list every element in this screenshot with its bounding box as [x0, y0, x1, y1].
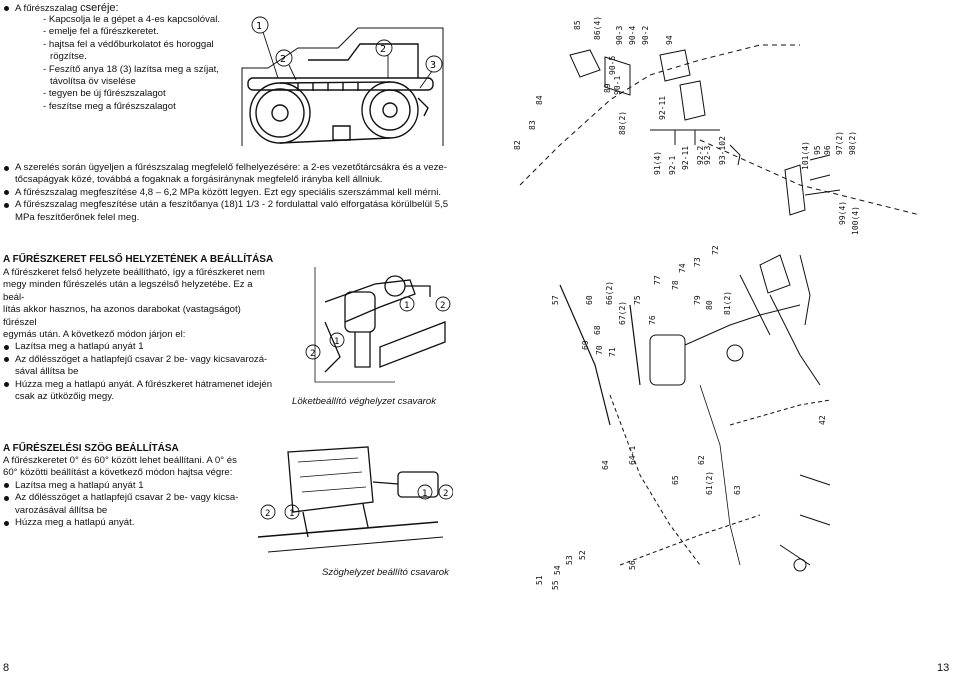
part-label: 97(2)	[835, 130, 844, 155]
figure2-callout: 2	[310, 349, 316, 359]
part-label: 83	[528, 120, 537, 130]
stroke-stop-caption: Löketbeállító véghelyzet csavarok	[292, 396, 436, 407]
part-label: 74	[678, 263, 687, 273]
page-number-right: 13	[937, 662, 950, 674]
part-label: 70	[595, 345, 604, 355]
part-label: 68	[593, 325, 602, 335]
part-label: 86(4)	[593, 15, 602, 40]
part-label: 90-4	[628, 25, 637, 45]
part-label: 56	[628, 560, 637, 570]
part-label: 90-5	[608, 55, 617, 75]
part-label: 79	[693, 295, 702, 305]
figure2-callout: 1	[404, 301, 410, 311]
upper-position-heading: A FŰRÉSZKERET FELSŐ HELYZETÉNEK A BEÁLLÍTÁSA	[3, 254, 274, 265]
step-line: - hajtsa fel a védőburkolatot és horoggal	[43, 38, 214, 50]
part-label: 76	[648, 315, 657, 325]
part-label: 51	[535, 575, 544, 585]
note-item: A fűrészszalag megfeszítése 4,8 – 6,2 MPa között legyen. Ezt egy speciális szerszámmal kell mérni.	[3, 187, 450, 199]
step-line: - Kapcsolja le a gépet a 4-es kapcsolóval.	[43, 14, 221, 25]
part-label: 52	[578, 550, 587, 560]
part-label: 93-102	[718, 136, 727, 165]
band-replacement-steps	[43, 14, 253, 113]
sawing-angle-heading: A FŰRÉSZELÉSI SZÖG BEÁLLÍTÁSA	[3, 443, 179, 454]
figure3-callout: 2	[265, 509, 271, 519]
part-label: 75	[633, 295, 642, 305]
part-label: 66(2)	[605, 280, 614, 305]
part-label: 62	[697, 455, 706, 465]
part-label: 94	[665, 35, 674, 45]
step-line: rögzítse.	[50, 51, 87, 63]
band-replacement-title: A fűrészszalag cseréje:	[3, 2, 959, 15]
part-label: 92-3	[703, 145, 712, 165]
figure3-callout: 2	[443, 489, 449, 499]
part-label: 54	[553, 565, 562, 575]
part-label: 96	[823, 145, 832, 155]
step-line: - feszítse meg a fűrészszalagot	[43, 100, 176, 112]
part-label: 92-11	[681, 145, 690, 170]
part-label: 88(2)	[618, 110, 627, 135]
angle-adjust-caption: Szöghelyzet beállító csavarok	[322, 567, 449, 578]
part-label: 67(2)	[618, 300, 627, 325]
part-label: 98(2)	[848, 130, 857, 155]
part-label: 82	[513, 140, 522, 150]
sawing-angle-text: A fűrészkeretet 0° és 60° között lehet beállítani. A 0° és 60° közötti beállítást a következő módon hajtsa végre: Lazítsa meg a hatlapú anyát 1 Az dőlésszöget a hatlapfejű csavar 2 be- vagy kicsa- varozásával állítsa be Húzza meg a hatlapú anyát.	[3, 455, 248, 529]
part-label: 77	[653, 275, 662, 285]
part-label: 64	[601, 460, 610, 470]
part-label: 55	[551, 580, 560, 590]
figure2-callout: 2	[440, 301, 446, 311]
figure3-callout: 1	[422, 489, 428, 499]
part-label: 73	[693, 257, 702, 267]
step-line: - tegyen be új fűrészszalagot	[43, 88, 166, 100]
note-item: A szerelés során ügyeljen a fűrészszalag megfelelő felhelyezésére: a 2-es vezetőtárcsákra és a veze- tőcsapágyak közé, továbbá a fogaknak a forgásiránynak megfelelő irányba kell állniuk.	[3, 162, 450, 187]
mounting-notes	[3, 162, 450, 224]
part-label: 71	[608, 347, 617, 357]
step-line: - Feszítő anya 18 (3) lazítsa meg a szíjat,	[43, 63, 219, 75]
part-label: 92-11	[658, 95, 667, 120]
instruction-item: Húzza meg a hatlapú anyát. A fűrészkeret hátramenet idején csak az ütközőig megy.	[3, 379, 275, 404]
exploded-parts-diagram	[500, 5, 955, 660]
part-label: 92-1	[668, 155, 677, 175]
part-label: 72	[711, 245, 720, 255]
figure2-callout: 1	[334, 337, 340, 347]
figure1-callout: 3	[430, 60, 437, 71]
part-label: 78	[671, 280, 680, 290]
upper-position-text: A fűrészkeret felső helyzete beállítható, így a fűrészkeret nem megy minden fűrészelés után a legszélső helyzetébe. Ez a beál- lítás akkor hasznos, ha azonos darabokat (vastagságot) fűrészel egymás után. A következő módon járjon el: Lazítsa meg a hatlapú anyát 1 Az dőlésszöget a hatlapfejű csavar 2 be- vagy kicsavarozá- sával állítsa be Húzza meg a hatlapú anyát. A fűrészkeret hátramenet idején csak az ütközőig megy.	[3, 267, 275, 403]
figure3-callout: 1	[289, 509, 295, 519]
part-label: 89	[603, 83, 612, 93]
instruction-item: Az dőlésszöget a hatlapfejű csavar 2 be- vagy kicsa- varozásával állítsa be	[3, 492, 248, 517]
page-number-left: 8	[3, 662, 10, 674]
part-label: 84	[535, 95, 544, 105]
part-label: 90-2	[641, 25, 650, 45]
part-label: 61(2)	[705, 470, 714, 495]
part-labels	[513, 16, 860, 590]
part-label: 85	[573, 20, 582, 30]
note-item: A fűrészszalag megfeszítése után a feszítőanya (18)1 1/3 - 2 fordulattal való elforgatása körülbelül 5,5 MPa feszítőerőnek felel meg.	[3, 199, 450, 224]
figure1-callout: 1	[256, 21, 263, 32]
part-label: 90-1	[613, 75, 622, 95]
part-label: 42	[818, 415, 827, 425]
part-label: 95	[813, 145, 822, 155]
part-label: 65	[671, 475, 680, 485]
part-label: 91(4)	[653, 150, 662, 175]
angle-adjust-figure	[248, 442, 453, 564]
instruction-item: Lazítsa meg a hatlapú anyát 1	[3, 341, 275, 353]
instruction-item: Az dőlésszöget a hatlapfejű csavar 2 be- vagy kicsavarozá- sával állítsa be	[3, 354, 275, 379]
part-label: 64-1	[628, 445, 637, 465]
instruction-item: Húzza meg a hatlapú anyát.	[3, 517, 248, 529]
part-label: 99(4)	[838, 200, 847, 225]
part-label: 80	[705, 300, 714, 310]
part-label: 63	[733, 485, 742, 495]
part-label: 100(4)	[851, 206, 860, 235]
part-label: 69	[581, 340, 590, 350]
step-line: távolítsa öv viselése	[50, 76, 136, 88]
figure1-callout: 2	[280, 54, 287, 65]
stroke-stop-figure	[285, 262, 455, 392]
part-label: 92-2	[696, 145, 705, 165]
part-label: 53	[565, 555, 574, 565]
part-label: 81(2)	[723, 290, 732, 315]
part-label: 57	[551, 295, 560, 305]
band-saw-wheel-figure	[238, 8, 450, 158]
instruction-item: Lazítsa meg a hatlapú anyát 1	[3, 480, 248, 492]
part-label: 101(4)	[801, 141, 810, 170]
step-line: - emelje fel a fűrészkeretet.	[43, 26, 159, 38]
figure1-callout: 2	[380, 44, 387, 55]
part-label: 60	[585, 295, 594, 305]
part-label: 90-3	[615, 25, 624, 45]
